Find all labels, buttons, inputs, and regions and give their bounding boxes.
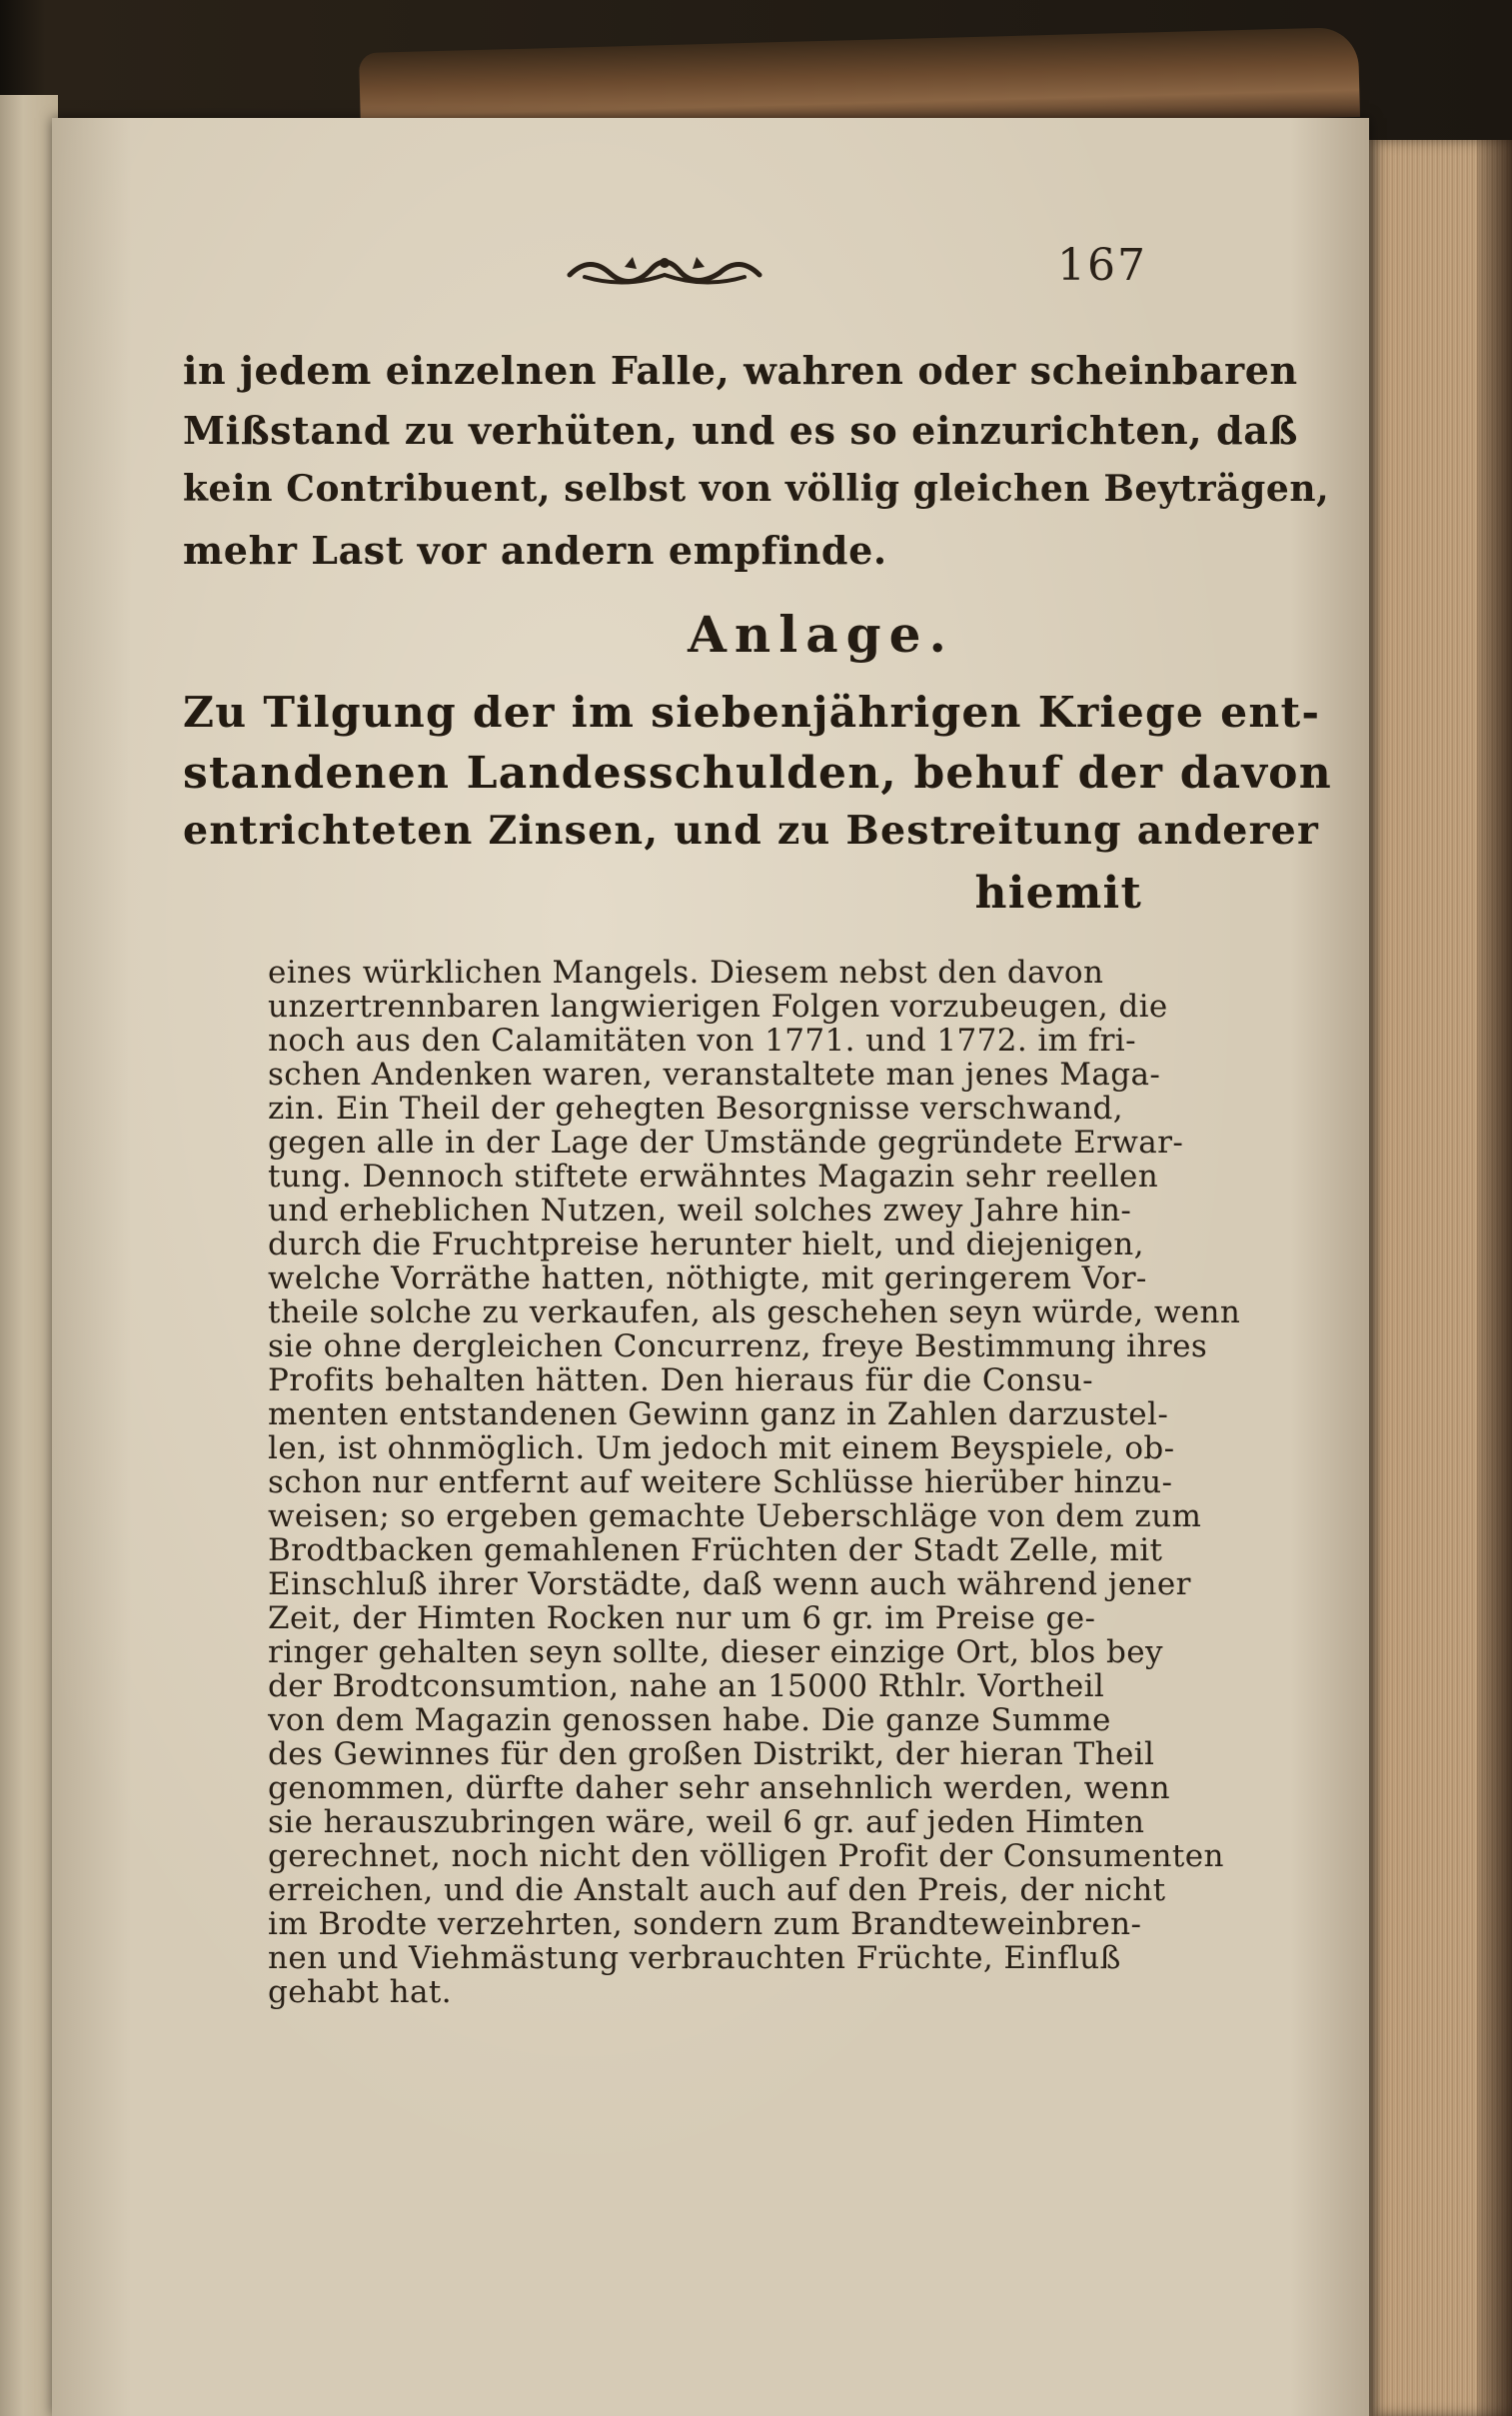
footnote-line: schon nur entfernt auf weitere Schlüsse hierüber hinzu- (268, 1464, 1173, 1500)
intro-line: Mißstand zu verhüten, und es so einzurichten, daß (183, 408, 1298, 453)
footnote-line: theile solche zu verkaufen, als geschehen seyn würde, wenn (268, 1294, 1241, 1330)
footnote-line: sie ohne dergleichen Concurrenz, freye Bestimmung ihres (268, 1328, 1208, 1364)
footnote-line: gegen alle in der Lage der Umstände gegründete Erwar- (268, 1125, 1184, 1161)
footnote-line: des Gewinnes für den großen Distrikt, der hieran Theil (268, 1736, 1155, 1772)
footnote-line: tung. Dennoch stiftete erwähntes Magazin sehr reellen (268, 1159, 1159, 1195)
footnote-line: und erheblichen Nutzen, weil solches zwey Jahre hin- (268, 1193, 1132, 1228)
title-line: standenen Landesschulden, behuf der davon (183, 748, 1332, 799)
footnote-line: ringer gehalten seyn sollte, dieser einzige Ort, blos bey (268, 1634, 1163, 1670)
intro-line: in jedem einzelnen Falle, wahren oder scheinbaren (183, 348, 1298, 393)
title-line: Zu Tilgung der im siebenjährigen Kriege ent- (183, 688, 1321, 738)
footnote-line: menten entstandenen Gewinn ganz in Zahlen darzustel- (268, 1396, 1169, 1432)
footnote-line: zin. Ein Theil der gehegten Besorgnisse verschwand, (268, 1091, 1124, 1127)
footnote-line: Zeit, der Himten Rocken nur um 6 gr. im Preise ge- (268, 1600, 1096, 1636)
ornament-icon (565, 245, 764, 291)
section-heading: Anlage. (688, 605, 954, 664)
intro-line: kein Contribuent, selbst von völlig gleichen Beyträgen, (183, 468, 1330, 510)
catchword: hiemit (974, 868, 1142, 919)
title-line: entrichteten Zinsen, und zu Bestreitung anderer (183, 808, 1319, 854)
footnote-line: erreichen, und die Anstalt auch auf den Preis, der nicht (268, 1872, 1166, 1908)
footnote-line: sie herauszubringen wäre, weil 6 gr. auf jeden Himten (268, 1804, 1145, 1840)
footnote-line: gehabt hat. (268, 1974, 452, 2010)
footnote-line: im Brodte verzehrten, sondern zum Brandteweinbren- (268, 1906, 1142, 1942)
footnote-line: len, ist ohnmöglich. Um jedoch mit einem Beyspiele, ob- (268, 1430, 1175, 1466)
footnote-line: genommen, dürfte daher sehr ansehnlich werden, wenn (268, 1770, 1171, 1806)
footnote-line: Profits behalten hätten. Den hieraus für die Consu- (268, 1362, 1093, 1398)
page-number: 167 (1057, 240, 1147, 291)
intro-line: mehr Last vor andern empfinde. (183, 528, 887, 573)
footnote-line: nen und Viehmästung verbrauchten Früchte, Einfluß (268, 1940, 1121, 1976)
left-page-edge (0, 95, 58, 2416)
footnote-line: weisen; so ergeben gemachte Ueberschläge von dem zum (268, 1498, 1202, 1534)
footnote-line: noch aus den Calamitäten von 1771. und 1772. im fri- (268, 1023, 1136, 1059)
footnote-line: Einschluß ihrer Vorstädte, daß wenn auch während jener (268, 1566, 1191, 1602)
footnote-line: schen Andenken waren, veranstaltete man jenes Maga- (268, 1057, 1161, 1093)
footnote-line: gerechnet, noch nicht den völligen Profit der Consumenten (268, 1838, 1224, 1874)
footnote-line: unzertrennbaren langwierigen Folgen vorzubeugen, die (268, 989, 1168, 1025)
page-stack-shadow (1477, 140, 1512, 2416)
footnote-line: von dem Magazin genossen habe. Die ganze Summe (268, 1702, 1111, 1738)
footnote-line: der Brodtconsumtion, nahe an 15000 Rthlr. Vortheil (268, 1668, 1105, 1704)
footnote-line: eines würklichen Mangels. Diesem nebst den davon (268, 955, 1104, 991)
footnote-line: Brodtbacken gemahlenen Früchten der Stadt Zelle, mit (268, 1532, 1163, 1568)
footnote-line: welche Vorräthe hatten, nöthigte, mit geringerem Vor- (268, 1260, 1147, 1296)
footnote-line: durch die Fruchtpreise herunter hielt, und diejenigen, (268, 1226, 1144, 1262)
